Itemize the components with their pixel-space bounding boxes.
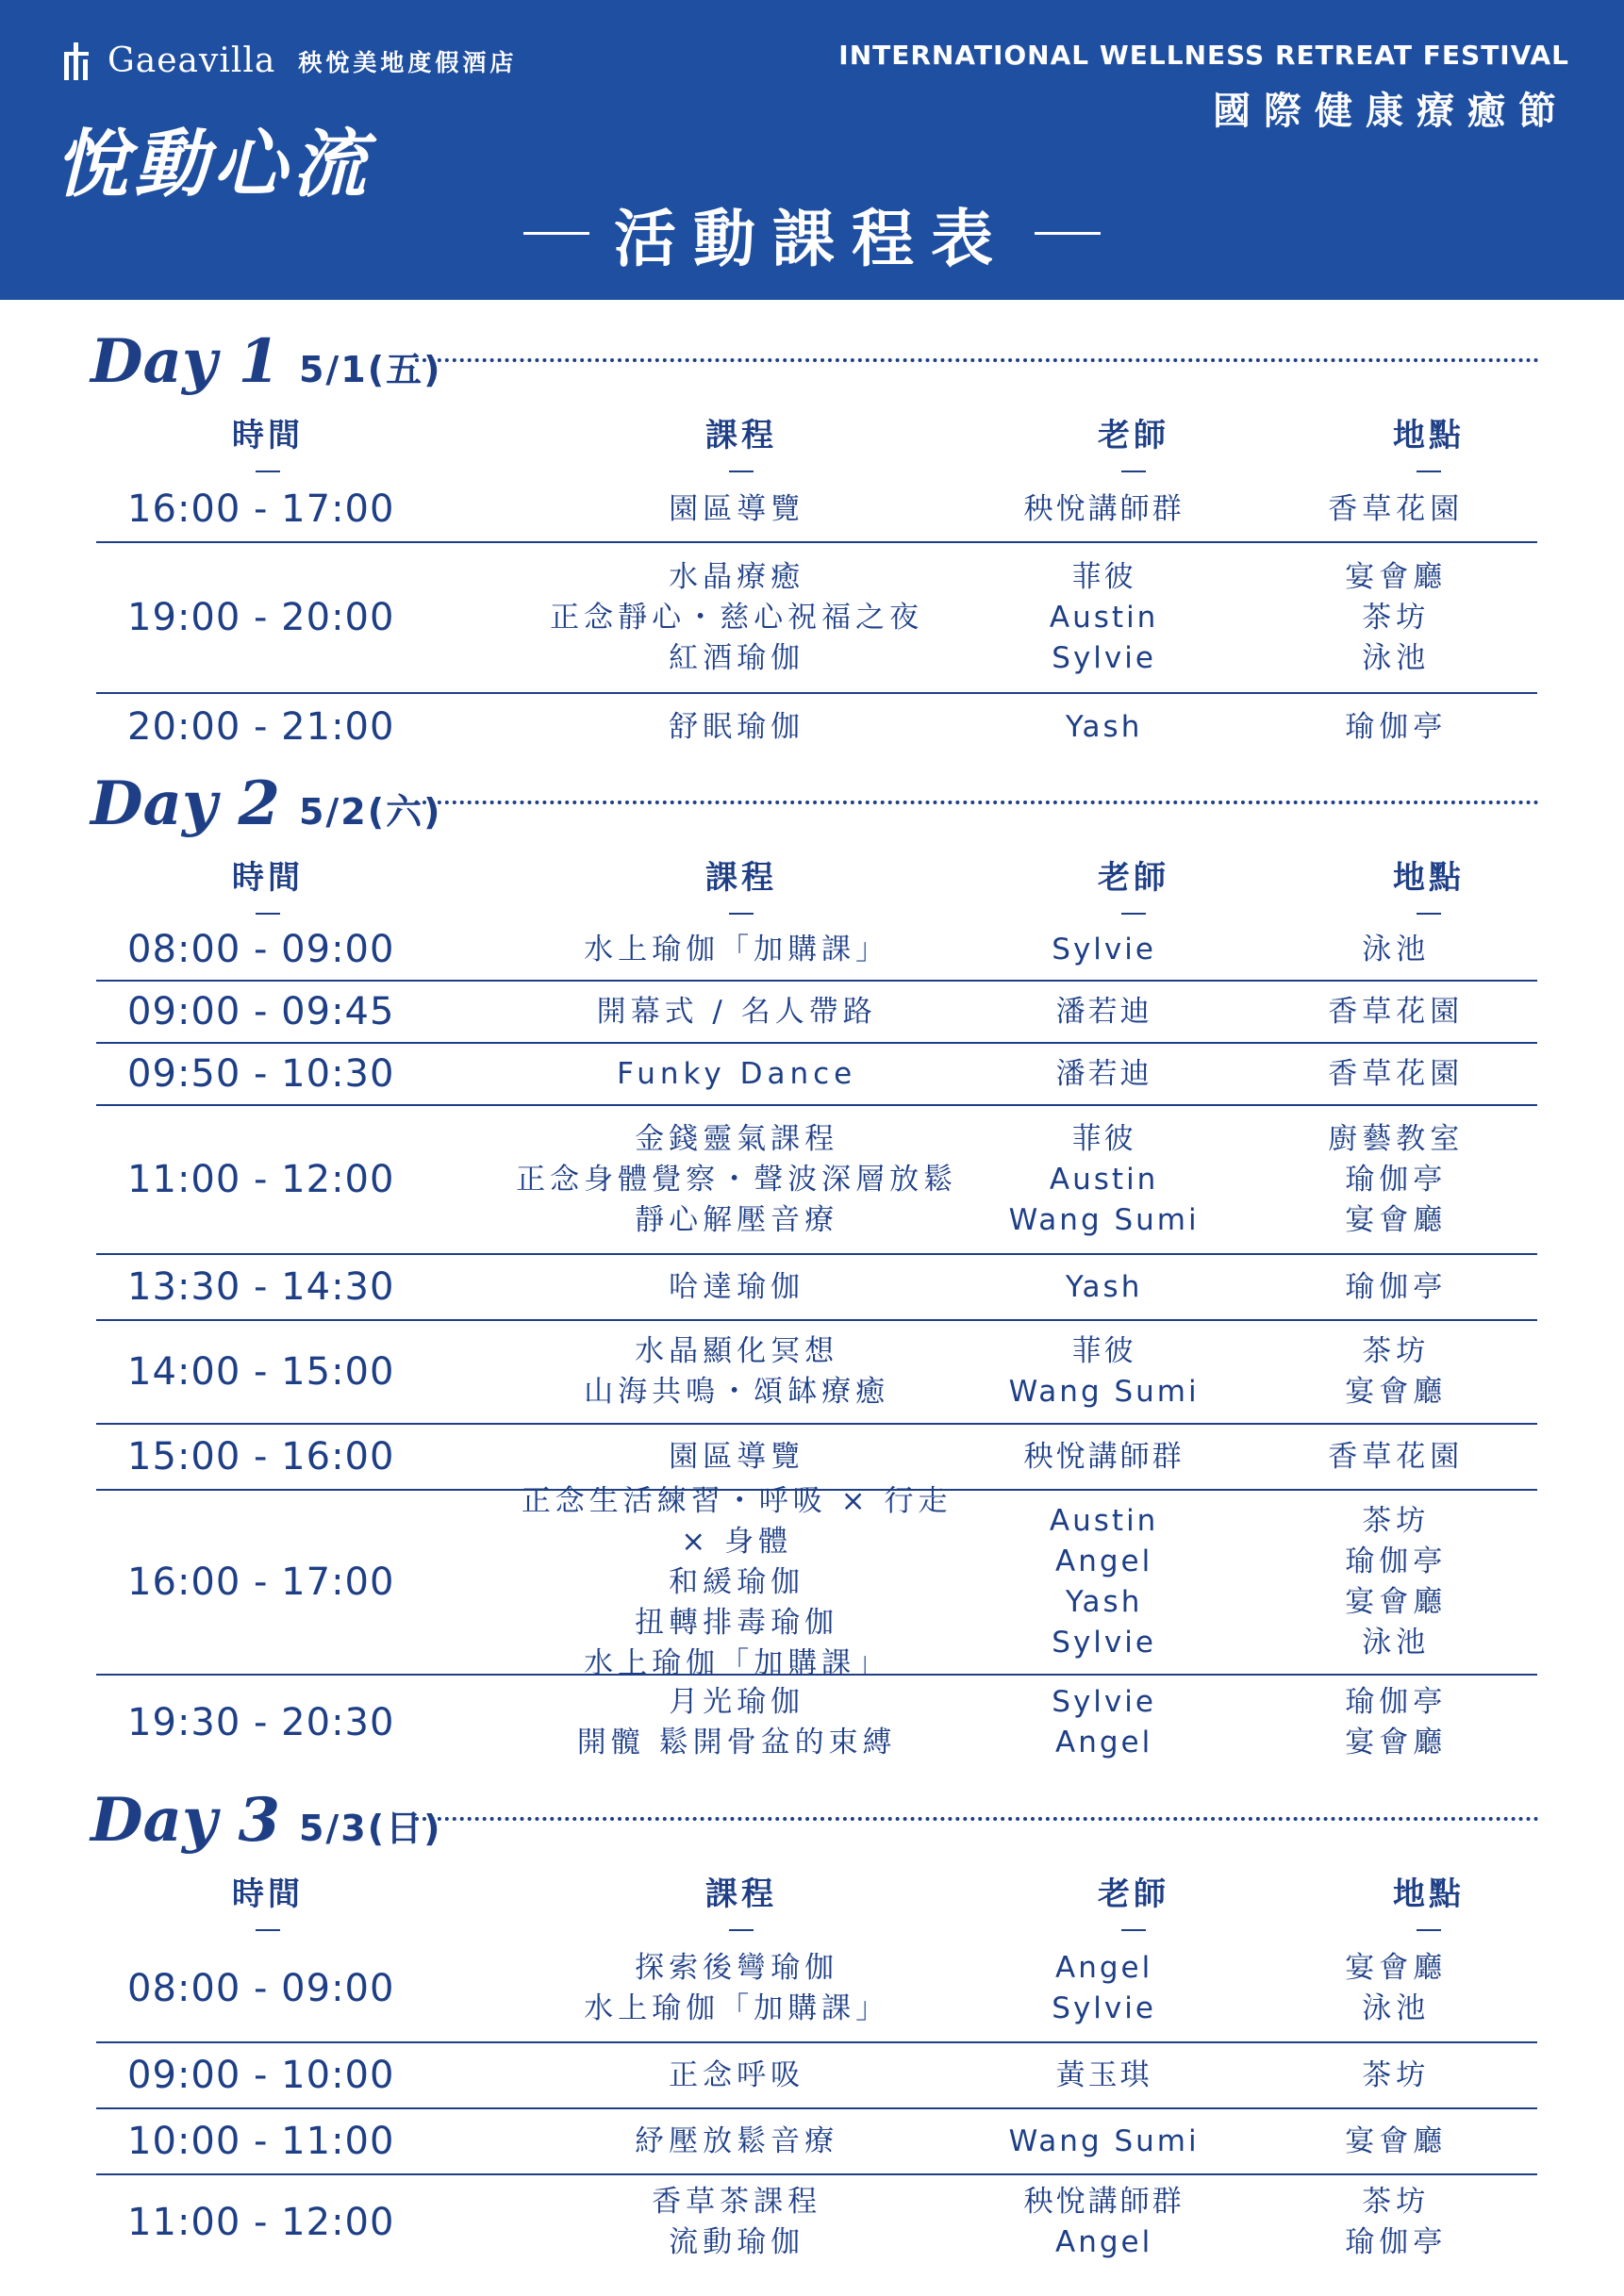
place-line: 香草花園 — [1328, 994, 1465, 1029]
teacher-cell — [972, 1119, 1236, 1241]
schedule-table — [96, 919, 1537, 1770]
course-cell — [502, 1119, 972, 1241]
table-row — [96, 2043, 1537, 2109]
day-label: Day 3 — [91, 1785, 280, 1856]
place-cell — [1254, 1948, 1537, 2029]
course-line: 金錢靈氣課程 — [635, 1121, 839, 1156]
column-header-course: 課程 — [600, 851, 883, 915]
day-date: 5/2(六) — [298, 791, 442, 833]
course-line: 正念呼吸 — [669, 2057, 805, 2092]
schedule-title-text: 活動課程表 — [614, 203, 1010, 275]
teacher-cell — [972, 2122, 1236, 2162]
course-cell — [502, 1331, 972, 1412]
place-line: 泳池 — [1362, 1991, 1431, 2025]
column-header-place: 地點 — [1287, 1868, 1570, 1931]
course-cell — [502, 2182, 972, 2263]
time-cell: 09:00 - 10:00 — [127, 2053, 395, 2097]
time-cell: 19:00 - 20:00 — [127, 595, 395, 639]
table-row — [96, 1321, 1537, 1425]
time-cell: 08:00 - 09:00 — [127, 1966, 395, 2010]
title-dash-left — [523, 232, 589, 235]
place-cell — [1254, 557, 1537, 679]
place-cell — [1254, 1437, 1537, 1478]
table-row — [96, 477, 1537, 543]
table-row — [96, 982, 1537, 1044]
course-line: 水上瑜伽「加購課」 — [584, 1645, 890, 1680]
table-row — [96, 694, 1537, 760]
place-line: 瑜伽亭 — [1345, 709, 1448, 744]
teacher-line: Angel — [1055, 2225, 1153, 2259]
dotted-divider — [415, 358, 1539, 362]
teacher-cell — [972, 1331, 1236, 1412]
course-line: 紅酒瑜伽 — [669, 640, 805, 675]
place-line: 宴會廳 — [1345, 1375, 1448, 1409]
festival-title-en: INTERNATIONAL WELLNESS RETREAT FESTIVAL — [838, 40, 1569, 71]
place-cell — [1254, 489, 1537, 530]
teacher-cell — [972, 1267, 1236, 1308]
course-line: 正念靜心・慈心祝福之夜 — [550, 600, 924, 635]
place-line: 香草花園 — [1328, 1439, 1465, 1474]
place-line: 泳池 — [1362, 932, 1431, 966]
place-line: 香草花園 — [1328, 1056, 1465, 1091]
place-line: 茶坊 — [1362, 2185, 1431, 2219]
day-heading — [91, 326, 441, 402]
course-line: 開幕式 / 名人帶路 — [596, 994, 877, 1029]
teacher-line: 菲彼 — [1071, 559, 1136, 594]
place-cell — [1254, 1682, 1537, 1763]
table-row — [96, 1106, 1537, 1255]
column-header-teacher: 老師 — [992, 851, 1275, 915]
column-header-time: 時間 — [126, 851, 409, 915]
course-cell — [502, 1267, 972, 1308]
table-row — [96, 1044, 1537, 1106]
schedule-table — [96, 477, 1537, 760]
day-label: Day 2 — [91, 768, 280, 839]
place-cell — [1254, 1267, 1537, 1308]
teacher-cell — [972, 707, 1236, 748]
teacher-cell — [972, 1682, 1236, 1763]
teacher-line: Austin — [1049, 1504, 1159, 1538]
time-cell: 11:00 - 12:00 — [127, 1157, 395, 1201]
slogan: 悅動心流 — [55, 122, 373, 207]
place-line: 宴會廳 — [1345, 1585, 1448, 1619]
teacher-line: 菲彼 — [1071, 1334, 1136, 1368]
table-row — [96, 919, 1537, 982]
table-row — [96, 1936, 1537, 2043]
course-line: 水晶顯化冥想 — [635, 1334, 839, 1368]
course-cell — [502, 557, 972, 679]
course-cell — [502, 1437, 972, 1478]
teacher-line: Yash — [1065, 709, 1143, 744]
schedule-title — [0, 189, 1624, 278]
place-cell — [1254, 1054, 1537, 1095]
teacher-cell — [972, 557, 1236, 679]
place-line: 瑜伽亭 — [1345, 1269, 1448, 1304]
place-line: 泳池 — [1362, 1626, 1431, 1660]
teacher-line: 秧悅講師群 — [1023, 491, 1185, 526]
course-line: 香草茶課程 — [652, 2185, 822, 2219]
place-line: 宴會廳 — [1345, 559, 1448, 594]
day-heading — [91, 1785, 441, 1860]
teacher-line: Wang Sumi — [1008, 2123, 1200, 2158]
brand — [62, 41, 517, 80]
place-line: 茶坊 — [1362, 1504, 1431, 1538]
course-cell — [502, 1054, 972, 1095]
teacher-line: Angel — [1055, 1951, 1153, 1985]
teacher-line: 秧悅講師群 — [1023, 2185, 1185, 2219]
place-line: 茶坊 — [1362, 600, 1431, 635]
place-cell — [1254, 930, 1537, 970]
teacher-cell — [972, 1948, 1236, 2029]
time-cell: 09:50 - 10:30 — [127, 1051, 395, 1096]
place-cell — [1254, 1119, 1537, 1241]
time-cell: 09:00 - 09:45 — [127, 989, 395, 1033]
place-cell — [1254, 2122, 1537, 2162]
place-cell — [1254, 707, 1537, 748]
place-cell — [1254, 1331, 1537, 1412]
course-line: 扭轉排毒瑜伽 — [635, 1605, 839, 1640]
table-row — [96, 543, 1537, 694]
header-banner — [0, 0, 1624, 300]
teacher-cell — [972, 1501, 1236, 1663]
course-line: 山海共鳴・頌缽療癒 — [584, 1375, 890, 1409]
place-line: 瑜伽亭 — [1345, 1544, 1448, 1578]
course-cell — [502, 2056, 972, 2096]
column-header-time: 時間 — [126, 1868, 409, 1931]
course-cell — [502, 2122, 972, 2162]
teacher-cell — [972, 992, 1236, 1032]
teacher-line: 潘若迪 — [1055, 994, 1152, 1029]
course-line: 水上瑜伽「加購課」 — [584, 1991, 890, 2025]
teacher-cell — [972, 1054, 1236, 1095]
place-line: 宴會廳 — [1345, 1951, 1448, 1985]
place-cell — [1254, 1501, 1537, 1663]
course-line: 園區導覽 — [669, 491, 805, 526]
place-line: 泳池 — [1362, 640, 1431, 675]
place-line: 香草花園 — [1328, 491, 1465, 526]
title-dash-right — [1035, 232, 1101, 235]
festival-title-cn: 國際健康療癒節 — [1213, 90, 1569, 133]
course-line: 月光瑜伽 — [669, 1685, 805, 1719]
brand-cn: 秧悅美地度假酒店 — [298, 48, 518, 76]
place-line: 茶坊 — [1362, 2057, 1431, 2092]
column-header-time: 時間 — [126, 409, 409, 472]
teacher-cell — [972, 1437, 1236, 1478]
brand-name: Gaeavilla — [108, 41, 276, 80]
day-date: 5/3(日) — [298, 1808, 442, 1849]
day-heading — [91, 768, 441, 844]
teacher-line: Austin — [1049, 1162, 1159, 1197]
course-line: 正念身體覺察・聲波深層放鬆 — [516, 1162, 958, 1197]
teacher-line: Sylvie — [1052, 1685, 1156, 1719]
teacher-line: Angel — [1055, 1544, 1153, 1578]
course-cell — [502, 1682, 972, 1763]
course-line: 紓壓放鬆音療 — [635, 2123, 839, 2158]
teacher-line: Sylvie — [1052, 932, 1156, 966]
column-header-place: 地點 — [1287, 409, 1570, 472]
time-cell: 08:00 - 09:00 — [127, 927, 395, 971]
course-line: 靜心解壓音療 — [635, 1202, 839, 1237]
table-row — [96, 1676, 1537, 1770]
time-cell: 14:00 - 15:00 — [127, 1349, 395, 1394]
teacher-line: Sylvie — [1052, 640, 1156, 675]
table-row — [96, 1255, 1537, 1321]
course-line: 水晶療癒 — [669, 559, 805, 594]
teacher-line: Austin — [1049, 600, 1159, 635]
course-cell — [502, 1481, 972, 1684]
teacher-line: Sylvie — [1052, 1991, 1156, 2025]
course-cell — [502, 707, 972, 748]
course-line: Funky Dance — [617, 1056, 857, 1091]
time-cell: 19:30 - 20:30 — [127, 1700, 395, 1744]
time-cell: 16:00 - 17:00 — [127, 487, 395, 531]
column-header-place: 地點 — [1287, 851, 1570, 915]
course-line: 開髖 鬆開骨盆的束縛 — [576, 1726, 897, 1759]
course-line: 和緩瑜伽 — [669, 1564, 805, 1599]
teacher-line: Wang Sumi — [1008, 1375, 1200, 1409]
column-header-course: 課程 — [600, 1868, 883, 1931]
place-line: 瑜伽亭 — [1345, 2225, 1448, 2259]
time-cell: 13:30 - 14:30 — [127, 1264, 395, 1309]
day-label: Day 1 — [91, 326, 280, 397]
course-line: 探索後彎瑜伽 — [635, 1951, 839, 1985]
column-header-course: 課程 — [600, 409, 883, 472]
place-line: 瑜伽亭 — [1345, 1162, 1448, 1197]
time-cell: 10:00 - 11:00 — [127, 2119, 395, 2163]
teacher-cell — [972, 930, 1236, 970]
course-line: 舒眠瑜伽 — [669, 709, 805, 744]
time-cell: 20:00 - 21:00 — [127, 704, 395, 749]
course-cell — [502, 1948, 972, 2029]
place-line: 廚藝教室 — [1328, 1121, 1465, 1156]
teacher-line: Angel — [1055, 1726, 1153, 1759]
course-line: 哈達瑜伽 — [669, 1269, 805, 1304]
teacher-line: Yash — [1065, 1269, 1143, 1304]
dotted-divider — [415, 801, 1539, 804]
column-header-teacher: 老師 — [992, 409, 1275, 472]
teacher-line: 潘若迪 — [1055, 1056, 1152, 1091]
teacher-cell — [972, 489, 1236, 530]
table-row — [96, 2175, 1537, 2270]
place-cell — [1254, 992, 1537, 1032]
table-row — [96, 2109, 1537, 2175]
course-cell — [502, 992, 972, 1032]
schedule-table — [96, 1936, 1537, 2270]
time-cell: 15:00 - 16:00 — [127, 1434, 395, 1478]
teacher-line: 黃玉琪 — [1055, 2057, 1152, 2092]
place-cell — [1254, 2182, 1537, 2263]
teacher-line: Wang Sumi — [1008, 1202, 1200, 1237]
course-line: 園區導覽 — [669, 1439, 805, 1474]
teacher-cell — [972, 2182, 1236, 2263]
dotted-divider — [415, 1817, 1539, 1821]
course-line: 正念生活練習・呼吸 × 行走 × 身體 — [521, 1483, 953, 1559]
column-header-teacher: 老師 — [992, 1868, 1275, 1931]
teacher-line: 秧悅講師群 — [1023, 1439, 1185, 1474]
teacher-line: 菲彼 — [1071, 1121, 1136, 1156]
course-cell — [502, 930, 972, 970]
time-cell: 11:00 - 12:00 — [127, 2200, 395, 2244]
place-line: 宴會廳 — [1345, 1726, 1448, 1759]
course-line: 水上瑜伽「加購課」 — [584, 932, 890, 966]
gaeavilla-logo-icon — [62, 42, 94, 80]
day-date: 5/1(五) — [298, 349, 442, 390]
time-cell: 16:00 - 17:00 — [127, 1560, 395, 1604]
place-line: 宴會廳 — [1345, 2123, 1448, 2158]
course-line: 流動瑜伽 — [669, 2225, 805, 2259]
teacher-line: Sylvie — [1052, 1626, 1156, 1660]
table-row — [96, 1483, 1537, 1680]
place-line: 茶坊 — [1362, 1334, 1431, 1368]
teacher-cell — [972, 2056, 1236, 2096]
course-cell — [502, 489, 972, 530]
place-line: 宴會廳 — [1345, 1202, 1448, 1237]
teacher-line: Yash — [1065, 1585, 1143, 1619]
place-line: 瑜伽亭 — [1345, 1685, 1448, 1719]
place-cell — [1254, 2056, 1537, 2096]
